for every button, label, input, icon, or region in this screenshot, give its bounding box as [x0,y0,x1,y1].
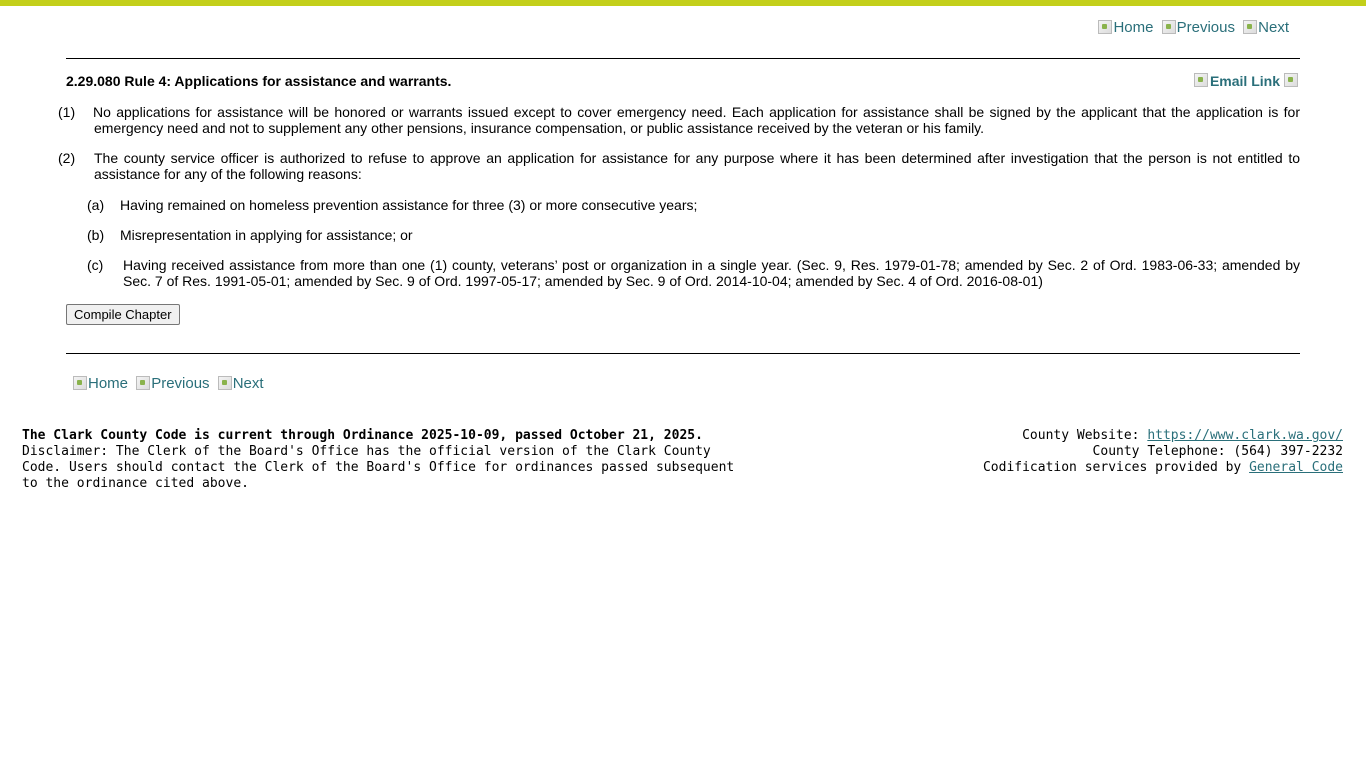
home-link-top[interactable]: Home [1098,19,1153,36]
subparagraph-a [87,197,1300,213]
county-telephone: County Telephone: (564) 397-2232 [1092,444,1343,459]
code-currency-statement: The Clark County Code is current through Ordinance 2025-10-09, passed October 21, 2025. [22,428,703,443]
email-trailing-image-icon [1284,73,1298,87]
paragraph-number: (b) [87,227,105,243]
subparagraph-c [87,257,1300,289]
paragraph-text: The county service officer is authorized to refuse to approve an application for assistance for any purpose where it has been determined after investigation that the person is not entitled to assistance for any of the following reasons: [94,150,1300,182]
next-image-icon [218,376,232,390]
general-code-link[interactable]: General Code [1249,460,1343,475]
paragraph-text: Having remained on homeless prevention assistance for three (3) or more consecutive years; [120,197,698,213]
paragraph-number: (1) [58,104,76,120]
section-title: 2.29.080 Rule 4: Applications for assistance and warrants. [66,73,452,89]
previous-image-icon [1162,20,1176,34]
paragraph-text: Misrepresentation in applying for assistance; or [120,227,413,243]
paragraph-text: No applications for assistance will be honored or warrants issued except to cover emergency need. Each application for assistance shall be signed by the applicant that the application is for emergency need and not to supplement any other pensions, insurance compensation, or public assistance received by the veteran or his family. [93,104,1300,136]
bottom-divider [66,353,1300,354]
county-website-line: County Website: https://www.clark.wa.gov/ [1022,428,1343,443]
paragraph-1 [58,104,1300,136]
paragraph-2 [58,150,1300,182]
top-navigation [1098,19,1293,39]
footer-contact [983,428,1343,476]
email-link[interactable]: Email Link [1194,73,1300,89]
previous-link-bottom[interactable]: Previous [136,375,209,392]
home-link-bottom[interactable]: Home [73,375,128,392]
previous-image-icon [136,376,150,390]
subparagraph-b [87,227,1300,243]
codification-line: Codification services provided by General Code [982,460,1343,475]
county-website-link[interactable]: https://www.clark.wa.gov/ [1147,428,1343,443]
next-link-top[interactable]: Next [1243,19,1289,36]
disclaimer-text: Disclaimer: The Clerk of the Board's Office has the official version of the Clark County Code. Users should contact the Clerk of the Board's Office for ordinances passed subsequent to the ordinance cited above. [22,444,735,491]
previous-link-top[interactable]: Previous [1162,19,1235,36]
home-image-icon [1098,20,1112,34]
next-link-bottom[interactable]: Next [218,375,264,392]
paragraph-number: (a) [87,197,105,213]
bottom-navigation [73,375,268,395]
next-image-icon [1243,20,1257,34]
paragraph-number: (c) [87,257,104,273]
top-accent-bar [0,0,1366,6]
home-image-icon [73,376,87,390]
paragraph-text: Having received assistance from more than one (1) county, veterans’ post or organization in a single year. (Sec. 9, Res. 1979-01-78; amended by Sec. 2 of Ord. 1983-06-33; amended by Sec. 7 of Res. 1991-05-01; amended by Sec. 9 of Ord. 1997-05-17; amended by Sec. 9 of Ord. 2014-10-04; amended by Sec. 4 of Ord. 2016-08-01) [123,257,1300,289]
paragraph-number: (2) [58,150,76,166]
footer-disclaimer [22,428,742,492]
compile-chapter-button[interactable]: Compile Chapter [66,304,180,325]
email-image-icon [1194,73,1208,87]
top-divider [66,58,1300,59]
